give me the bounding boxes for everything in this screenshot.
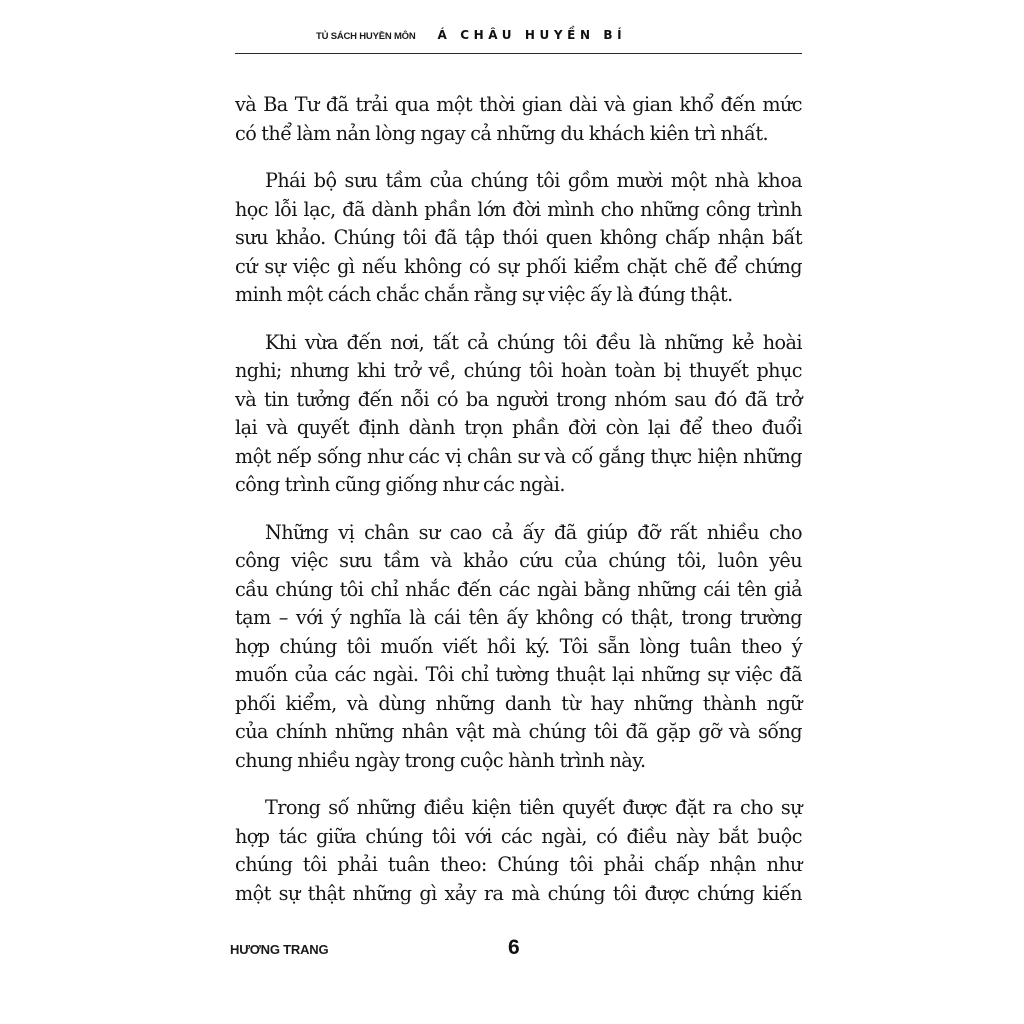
text-line: Những vị chân sư cao cả ấy đã giúp đỡ rất nhiều cho xyxy=(265,520,802,544)
text-line: lại và quyết định dành trọn phần đời còn lại để theo đuổi xyxy=(235,416,802,439)
page-footer xyxy=(230,936,810,966)
paragraph xyxy=(235,91,802,148)
text-line: nghi; nhưng khi trở về, chúng tôi hoàn toàn bị thuyết phục xyxy=(235,359,802,382)
text-line: chúng tôi phải tuân theo: Chúng tôi phải chấp nhận như xyxy=(235,853,802,876)
text-line: học lỗi lạc, đã dành phần lớn đời mình cho những công trình xyxy=(235,197,802,221)
book-title: Á CHÂU HUYỀN BÍ xyxy=(437,28,627,42)
text-line: chung nhiều ngày trong cuộc hành trình này. xyxy=(235,748,646,772)
text-line: và tin tưởng đến nỗi có ba người trong nhóm sau đó đã trở xyxy=(235,387,802,411)
body-text xyxy=(235,91,802,927)
text-line: hợp chúng tôi muốn viết hồi ký. Tôi sẵn lòng tuân theo ý xyxy=(235,634,802,658)
series-name: TỦ SÁCH HUYỀN MÔN xyxy=(316,31,416,42)
paragraph xyxy=(235,519,802,776)
text-line: sưu khảo. Chúng tôi đã tập thói quen không chấp nhận bất xyxy=(235,226,802,249)
text-line: muốn của các ngài. Tôi chỉ tường thuật lại những sự việc đã xyxy=(235,663,802,686)
text-line: tạm – với ý nghĩa là cái tên ấy không có thật, trong trường xyxy=(235,606,802,629)
text-line: hợp tác giữa chúng tôi với các ngài, có điều này bắt buộc xyxy=(235,824,802,848)
paragraph xyxy=(235,794,802,908)
text-line: công việc sưu tầm và khảo cứu của chúng tôi, luôn yêu xyxy=(235,549,802,572)
text-line: cầu chúng tôi chỉ nhắc đến các ngài bằng những cái tên giả xyxy=(235,577,802,601)
paragraph xyxy=(235,167,802,310)
text-line: phối kiểm, và dùng những danh từ hay những thành ngữ xyxy=(235,691,802,715)
text-line: của chính những nhân vật mà chúng tôi đã gặp gỡ và sống xyxy=(235,720,802,743)
paragraph xyxy=(235,329,802,500)
text-line: cứ sự việc gì nếu không có sự phối kiểm chặt chẽ để chứng xyxy=(235,254,802,278)
page-number: 6 xyxy=(508,936,520,959)
text-line: có thể làm nản lòng ngay cả những du khách kiên trì nhất. xyxy=(235,121,769,145)
header-rule xyxy=(235,53,802,54)
text-line: một nếp sống như các vị chân sư và cố gắng thực hiện những xyxy=(235,444,802,468)
text-line: minh một cách chắc chắn rằng sự việc ấy là đúng thật. xyxy=(235,283,733,306)
text-line: Khi vừa đến nơi, tất cả chúng tôi đều là những kẻ hoài xyxy=(265,330,802,354)
text-line: Trong số những điều kiện tiên quyết được đặt ra cho sự xyxy=(265,796,802,819)
publisher-name: HƯƠNG TRANG xyxy=(230,942,329,957)
text-line: một sự thật những gì xảy ra mà chúng tôi được chứng kiến xyxy=(235,881,802,905)
text-line: công trình cũng giống như các ngài. xyxy=(235,473,565,496)
running-head xyxy=(316,28,626,50)
text-line: và Ba Tư đã trải qua một thời gian dài và gian khổ đến mức xyxy=(235,93,802,116)
text-line: Phái bộ sưu tầm của chúng tôi gồm mười một nhà khoa xyxy=(265,169,802,192)
